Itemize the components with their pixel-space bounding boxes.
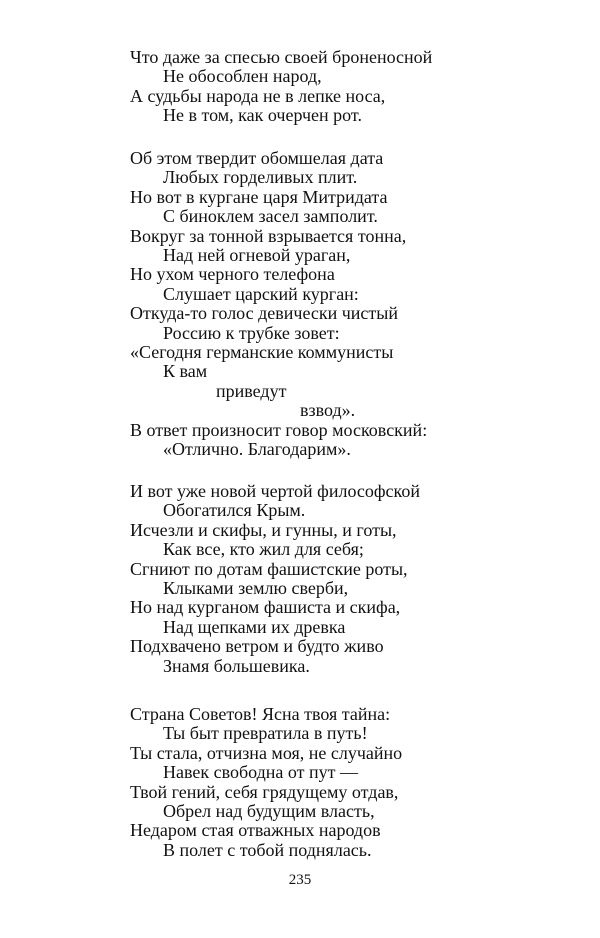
stanza-1 [130, 48, 570, 126]
poem-line: Над щепками их древка [163, 616, 346, 637]
poem-line: Не обособлен народ, [163, 66, 322, 87]
poem-line: Об этом твердит обомшелая дата [130, 148, 384, 168]
poem-line: И вот уже новой чертой философской [130, 481, 420, 501]
poem-line: Исчезли и скифы, и гунны, и готы, [130, 519, 397, 540]
poem-line: Но вот в кургане царя Митридата [130, 186, 388, 207]
poem-line: Слушает царский курган: [163, 283, 359, 304]
poem-line: Откуда-то голос девически чистый [130, 303, 399, 324]
poem-line: Но ухом черного телефона [130, 264, 335, 285]
poem-line: Подхвачено ветром и будто живо [130, 636, 384, 657]
poem-line: Любых горделивых плит. [163, 167, 358, 188]
poem-line: Что даже за спесью своей броненосной [130, 47, 433, 67]
poem-line: В ответ произносит говор московский: [130, 419, 428, 440]
poem-line: Сгниют по дотам фашистские роты, [130, 558, 408, 579]
poem-line: Как все, кто жил для себя; [163, 539, 364, 560]
poem-line: «Сегодня германские коммунисты [130, 342, 394, 363]
stanza-2 [130, 149, 570, 460]
poem-line: Знамя большевика. [163, 655, 310, 676]
poem-line: С биноклем засел замполит. [163, 206, 378, 227]
poem-line: А судьбы народа не в лепке носа, [130, 85, 386, 106]
poem-line: К вам [163, 361, 208, 382]
poem-line: Страна Советов! Ясна твоя тайна: [130, 704, 391, 724]
poem-line: Навек свободна от пут — [163, 762, 359, 783]
poem-line: Ты быт превратила в путь! [163, 723, 368, 744]
stanza-3 [130, 482, 570, 676]
poem-line: Над ней огневой ураган, [163, 245, 351, 266]
poem-line: Недаром стая отважных народов [130, 820, 381, 841]
poem-line: Обогатился Крым. [163, 500, 306, 521]
poem-line: Россию к трубке зовет: [163, 322, 340, 343]
poem-line: Ты стала, отчизна моя, не случайно [130, 742, 403, 763]
poem-line: «Отлично. Благодарим». [163, 439, 351, 460]
poem-line: Обрел над будущим власть, [163, 801, 375, 822]
poem-line: Клыками землю сверби, [163, 578, 349, 599]
poem-line: Твой гений, себя грядущему отдав, [130, 781, 399, 802]
poem-line: приведут [216, 380, 287, 401]
poem-line: Не в том, как очерчен рот. [163, 105, 362, 126]
poem-line: В полет с тобой поднялась. [163, 839, 372, 860]
poem-line: взвод». [300, 400, 356, 421]
page-number: 235 [288, 872, 312, 888]
stanza-4 [130, 705, 570, 860]
poem-line: Но над курганом фашиста и скифа, [130, 597, 401, 618]
poem-line: Вокруг за тонной взрывается тонна, [130, 225, 407, 246]
